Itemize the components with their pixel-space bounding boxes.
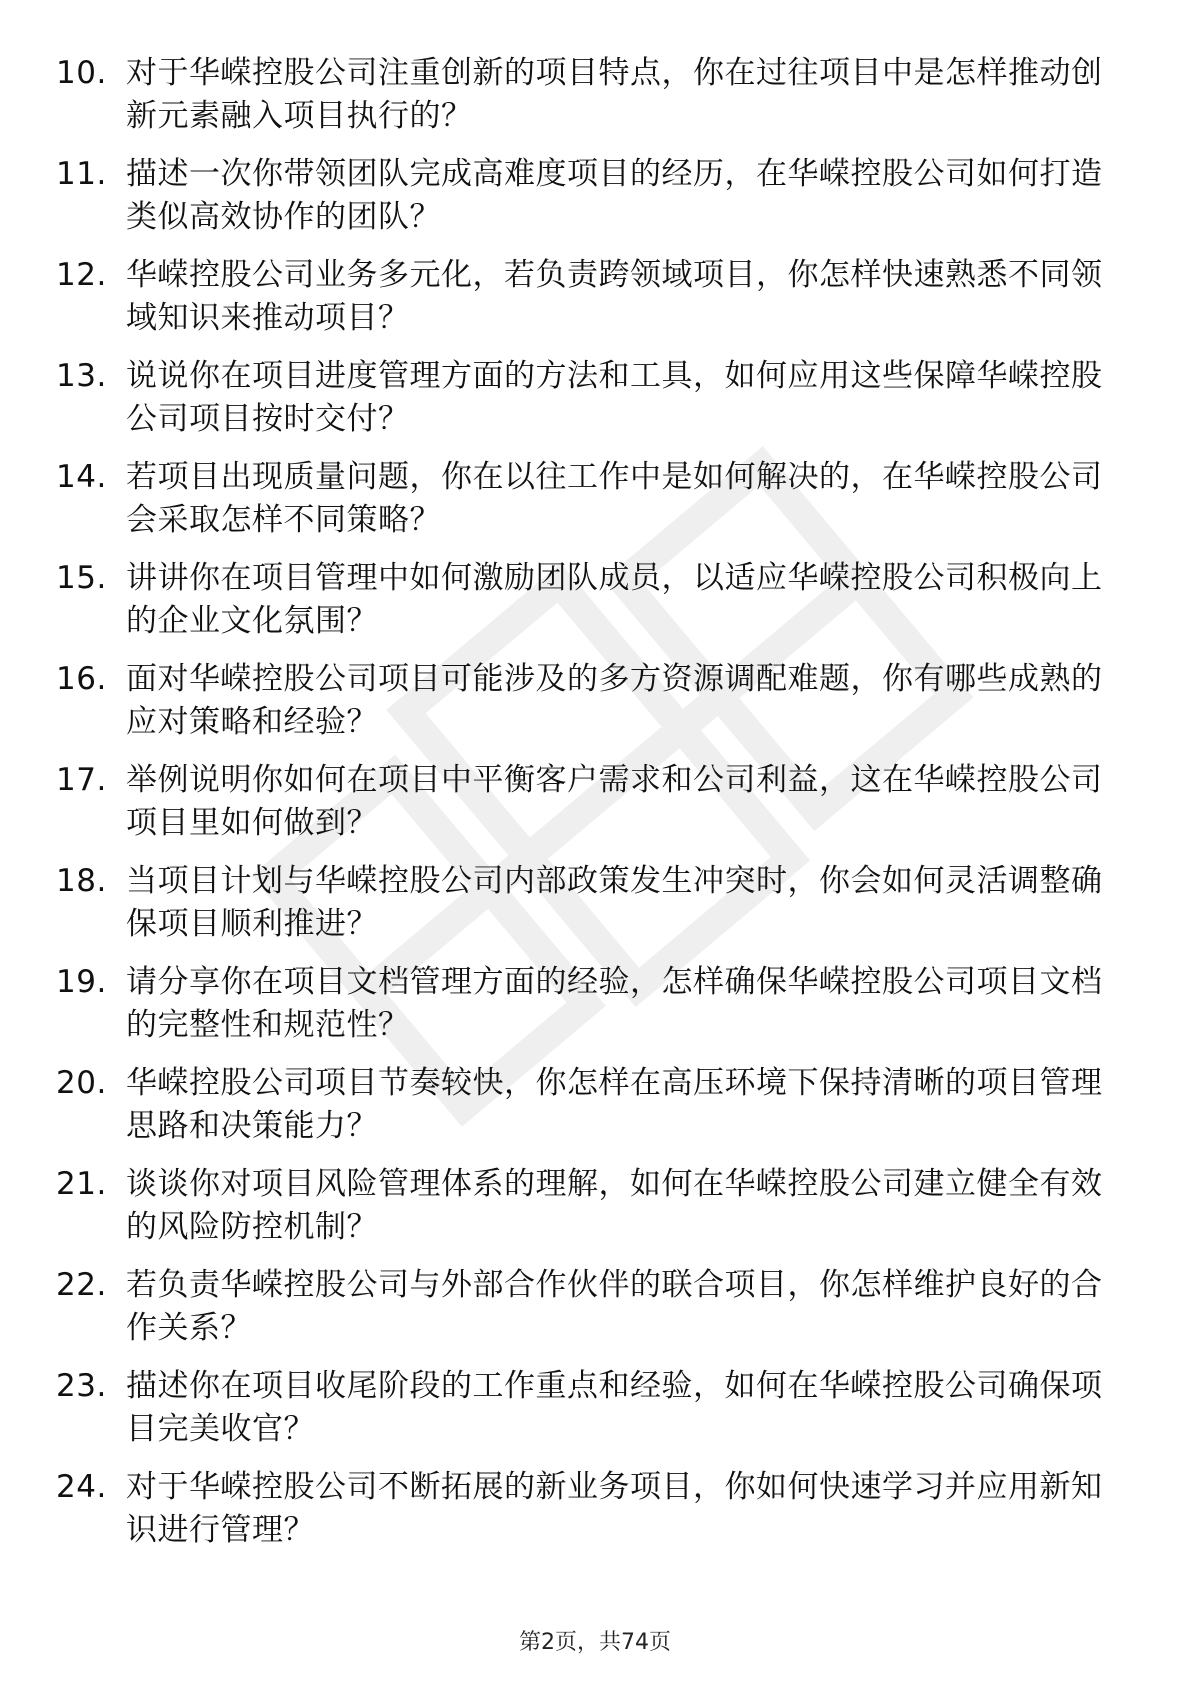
question-item-16 [56,658,1116,745]
question-number: 18. [56,863,107,899]
question-text: 请分享你在项目文档管理方面的经验，怎样确保华嵘控股公司项目文档的完整性和规范性？ [126,964,1103,1043]
page-number-label: 第2页，共74页 [519,1630,671,1655]
question-item-17 [56,759,1116,846]
question-text: 当项目计划与华嵘控股公司内部政策发生冲突时，你会如何灵活调整确保项目顺利推进？ [126,863,1103,942]
question-item-18 [56,860,1116,947]
question-number: 14. [56,459,107,495]
question-number: 19. [56,964,107,1000]
question-number: 11. [56,156,107,192]
question-item-21 [56,1163,1116,1250]
question-text: 若项目出现质量问题，你在以往工作中是如何解决的，在华嵘控股公司会采取怎样不同策略？ [126,459,1103,538]
question-text: 举例说明你如何在项目中平衡客户需求和公司利益，这在华嵘控股公司项目里如何做到？ [126,762,1103,841]
question-text: 对于华嵘控股公司注重创新的项目特点，你在过往项目中是怎样推动创新元素融入项目执行的？ [126,55,1103,134]
question-number: 17. [56,762,107,798]
question-number: 10. [56,55,107,91]
question-item-14 [56,456,1116,543]
question-text: 面对华嵘控股公司项目可能涉及的多方资源调配难题，你有哪些成熟的应对策略和经验？ [126,661,1103,740]
question-text: 若负责华嵘控股公司与外部合作伙伴的联合项目，你怎样维护良好的合作关系？ [126,1267,1103,1346]
question-text: 华嵘控股公司业务多元化，若负责跨领域项目，你怎样快速熟悉不同领域知识来推动项目？ [126,257,1103,336]
question-item-15 [56,557,1116,644]
question-text: 描述你在项目收尾阶段的工作重点和经验，如何在华嵘控股公司确保项目完美收官？ [126,1368,1103,1447]
question-number: 16. [56,661,107,697]
question-item-19 [56,961,1116,1048]
question-number: 21. [56,1166,107,1202]
question-item-11 [56,153,1116,240]
page-footer [0,1629,1190,1657]
question-number: 13. [56,358,107,394]
question-list [56,52,1116,1567]
question-item-22 [56,1264,1116,1351]
question-item-24 [56,1466,1116,1553]
question-item-20 [56,1062,1116,1149]
question-item-10 [56,52,1116,139]
question-number: 20. [56,1065,107,1101]
question-number: 23. [56,1368,107,1404]
question-text: 华嵘控股公司项目节奏较快，你怎样在高压环境下保持清晰的项目管理思路和决策能力？ [126,1065,1103,1144]
question-text: 说说你在项目进度管理方面的方法和工具，如何应用这些保障华嵘控股公司项目按时交付？ [126,358,1103,437]
question-item-13 [56,355,1116,442]
question-number: 22. [56,1267,107,1303]
question-item-23 [56,1365,1116,1452]
question-number: 15. [56,560,107,596]
question-item-12 [56,254,1116,341]
question-text: 讲讲你在项目管理中如何激励团队成员，以适应华嵘控股公司积极向上的企业文化氛围？ [126,560,1103,639]
question-text: 对于华嵘控股公司不断拓展的新业务项目，你如何快速学习并应用新知识进行管理？ [126,1469,1103,1548]
question-number: 24. [56,1469,107,1505]
question-number: 12. [56,257,107,293]
question-text: 描述一次你带领团队完成高难度项目的经历，在华嵘控股公司如何打造类似高效协作的团队？ [126,156,1103,235]
question-text: 谈谈你对项目风险管理体系的理解，如何在华嵘控股公司建立健全有效的风险防控机制？ [126,1166,1103,1245]
